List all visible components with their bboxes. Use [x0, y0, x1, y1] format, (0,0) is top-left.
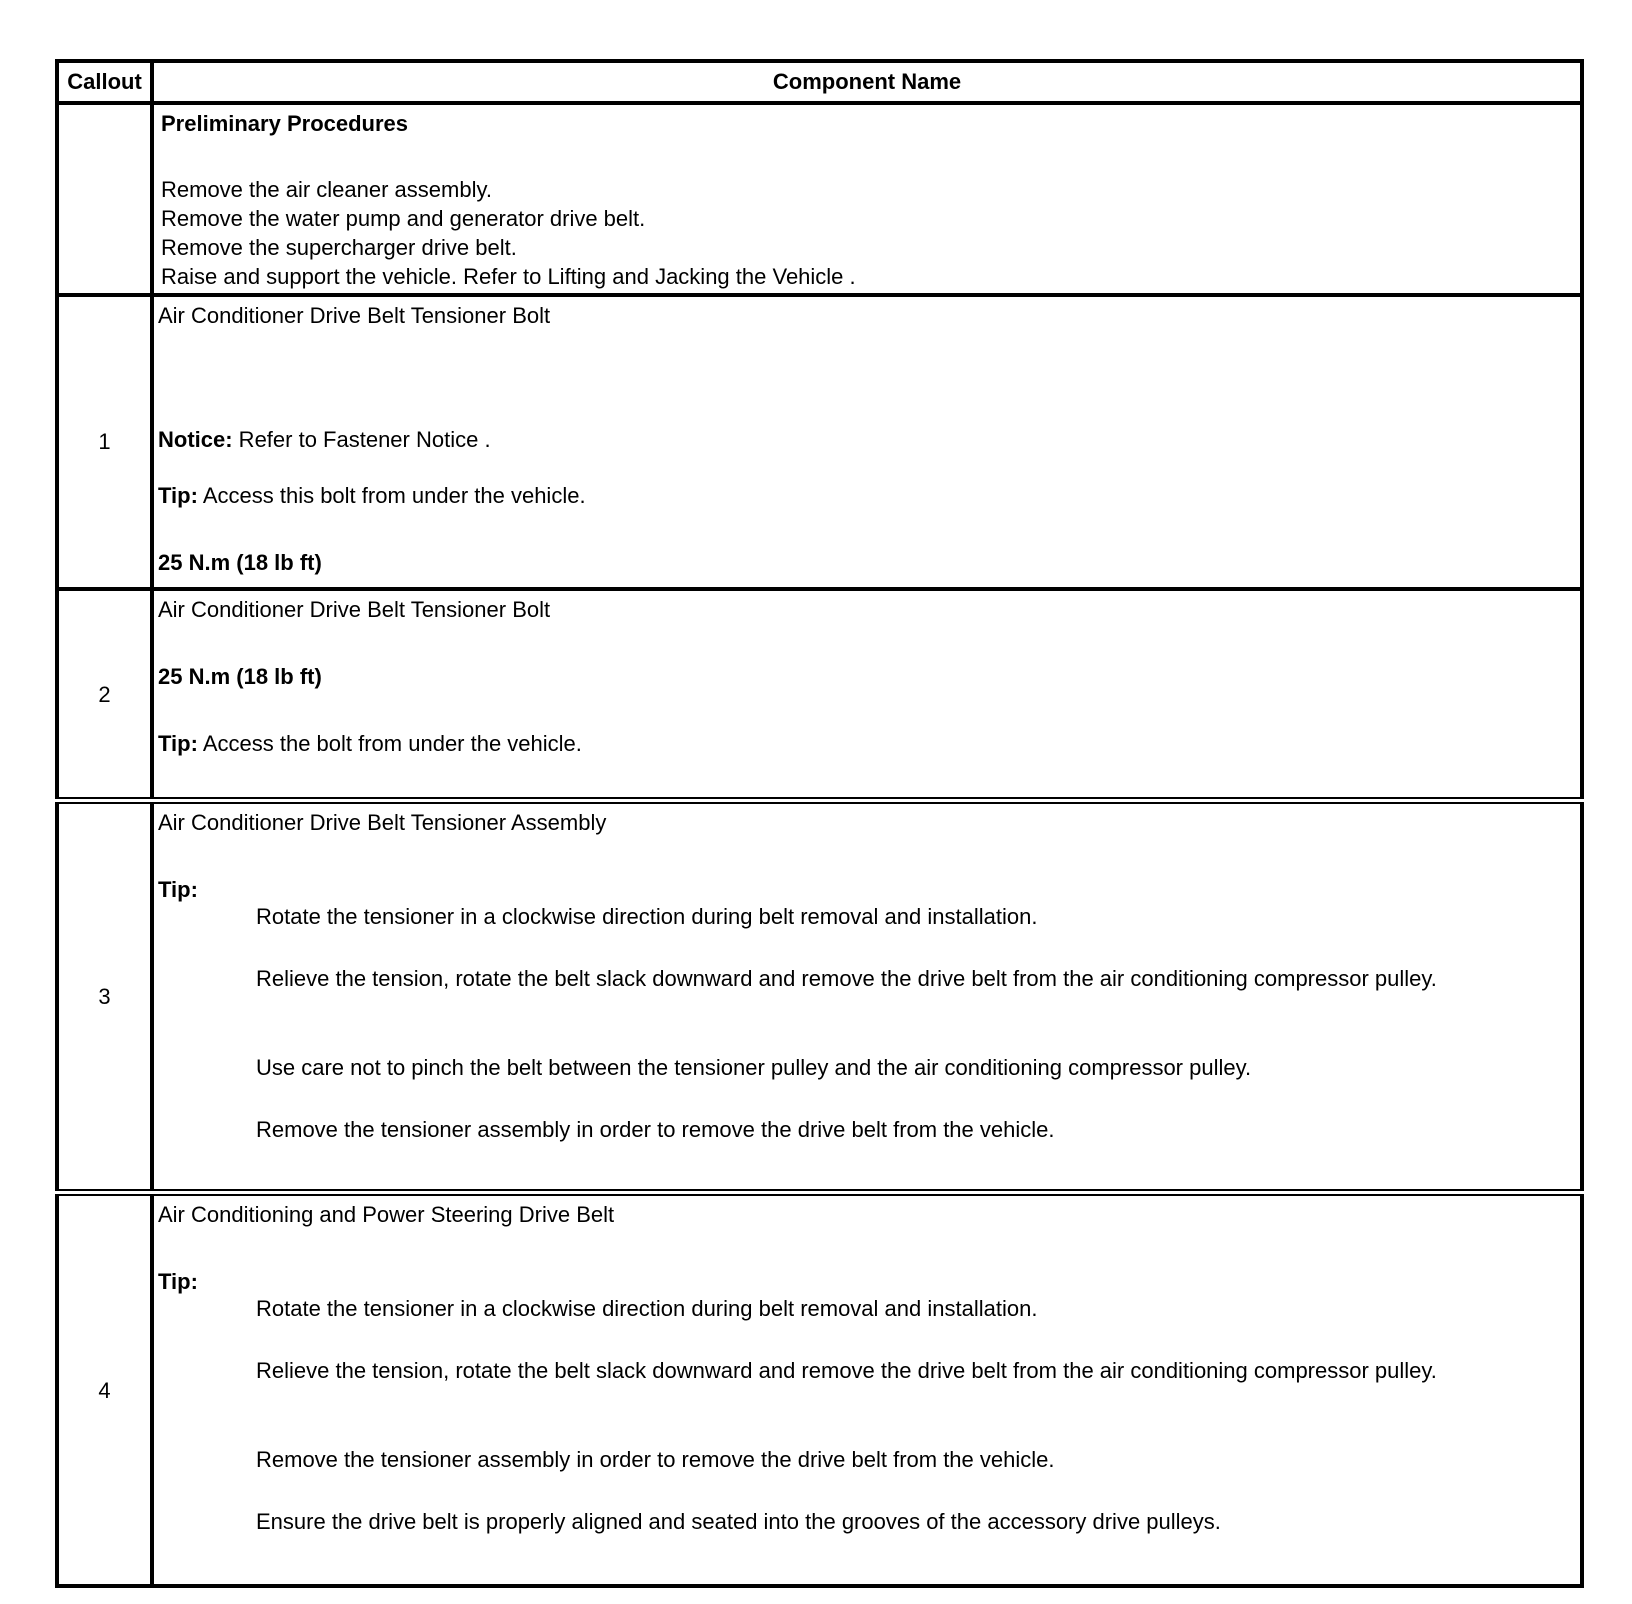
component-cell — [152, 295, 1582, 590]
preliminary-callout-cell — [57, 103, 152, 295]
preliminary-step: Raise and support the vehicle. Refer to Lifting and Jacking the Vehicle . — [161, 263, 856, 289]
tip-item: Relieve the tension, rotate the belt slack downward and remove the drive belt from the air conditioning compressor pulley. — [256, 966, 1437, 992]
torque-spec: 25 N.m (18 lb ft) — [158, 664, 322, 690]
tip-text: Access the bolt from under the vehicle. — [197, 731, 582, 757]
tip-label: Tip: — [158, 1269, 198, 1295]
tip-item: Remove the tensioner assembly in order to remove the drive belt from the vehicle. — [256, 1447, 1055, 1473]
procedure-table — [55, 59, 1584, 1588]
tip-item: Rotate the tensioner in a clockwise direction during belt removal and installation. — [256, 904, 1038, 930]
preliminary-row — [57, 103, 1582, 295]
table-row — [57, 1193, 1582, 1586]
preliminary-step: Remove the air cleaner assembly. — [161, 176, 492, 202]
tip-item: Ensure the drive belt is properly aligned and seated into the grooves of the accessory drive pulleys. — [256, 1509, 1221, 1535]
notice-label: Notice: — [158, 426, 233, 452]
notice-text: Refer to Fastener Notice . — [232, 426, 491, 452]
callout-number: 4 — [57, 1193, 152, 1586]
callout-number: 2 — [57, 589, 152, 800]
tip-label: Tip: — [158, 731, 198, 757]
component-name: Air Conditioner Drive Belt Tensioner Assembly — [158, 810, 607, 836]
preliminary-title: Preliminary Procedures — [161, 110, 409, 136]
notice-line — [158, 425, 1580, 454]
table-row — [57, 589, 1582, 800]
table-header-row — [57, 61, 1582, 103]
component-cell — [152, 589, 1582, 800]
tip-item: Rotate the tensioner in a clockwise direction during belt removal and installation. — [256, 1296, 1038, 1322]
component-cell — [152, 801, 1582, 1193]
tip-item: Remove the tensioner assembly in order to remove the drive belt from the vehicle. — [256, 1117, 1055, 1143]
component-name: Air Conditioner Drive Belt Tensioner Bolt — [158, 597, 551, 623]
preliminary-cell — [152, 103, 1582, 295]
component-name: Air Conditioning and Power Steering Drive Belt — [158, 1202, 615, 1228]
header-callout: Callout — [57, 61, 152, 103]
tip-line — [158, 729, 1580, 758]
table-row — [57, 801, 1582, 1193]
tip-item: Use care not to pinch the belt between the tensioner pulley and the air conditioning compressor pulley. — [256, 1055, 1252, 1081]
callout-number: 3 — [57, 801, 152, 1193]
component-name: Air Conditioner Drive Belt Tensioner Bolt — [158, 302, 551, 328]
component-cell — [152, 1193, 1582, 1586]
header-component-name: Component Name — [152, 61, 1582, 103]
callout-number: 1 — [57, 295, 152, 590]
tip-text: Access this bolt from under the vehicle. — [197, 482, 586, 508]
tip-label: Tip: — [158, 482, 198, 508]
torque-spec: 25 N.m (18 lb ft) — [158, 549, 322, 575]
tip-label: Tip: — [158, 877, 198, 903]
tip-item: Relieve the tension, rotate the belt slack downward and remove the drive belt from the air conditioning compressor pulley. — [256, 1358, 1437, 1384]
preliminary-step: Remove the water pump and generator drive belt. — [161, 205, 646, 231]
preliminary-step: Remove the supercharger drive belt. — [161, 234, 517, 260]
tip-line — [158, 481, 1580, 510]
table-row — [57, 295, 1582, 590]
